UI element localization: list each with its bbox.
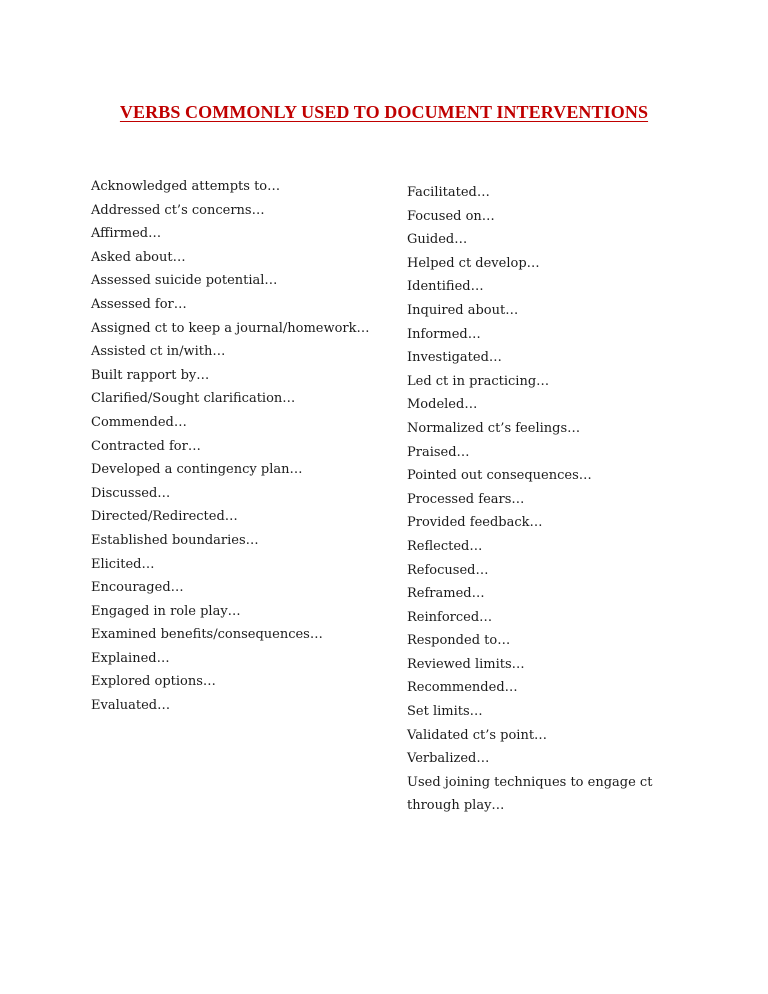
verb-list-item: Contracted for… bbox=[91, 438, 201, 454]
verb-list-item: Assisted ct in/with… bbox=[91, 344, 226, 360]
verb-list-item: Informed… bbox=[407, 326, 481, 342]
verb-list-item: Elicited… bbox=[91, 556, 155, 572]
verb-list-item: Affirmed… bbox=[91, 226, 162, 242]
verb-list-item: Directed/Redirected… bbox=[91, 509, 238, 525]
verb-list-item: Addressed ct’s concerns… bbox=[91, 202, 265, 218]
verb-list-item: Identified… bbox=[407, 279, 484, 295]
verb-list-item: Provided feedback… bbox=[407, 515, 543, 531]
verb-list-item: Refocused… bbox=[407, 562, 489, 578]
verb-list-item: Clarified/Sought clarification… bbox=[91, 391, 296, 407]
verb-list-item: Explored options… bbox=[91, 674, 216, 690]
document-title: VERBS COMMONLY USED TO DOCUMENT INTERVENTIONS bbox=[119, 102, 649, 123]
verb-list-item: Assigned ct to keep a journal/homework… bbox=[91, 320, 370, 336]
verb-list-item: Acknowledged attempts to… bbox=[91, 179, 281, 194]
verb-list-item: Discussed… bbox=[91, 485, 171, 501]
verb-list-item: Modeled… bbox=[407, 397, 478, 413]
verb-list-item: Commended… bbox=[91, 414, 187, 430]
verb-list-item: Pointed out consequences… bbox=[407, 468, 592, 484]
verb-list-item: Set limits… bbox=[407, 704, 483, 720]
right-verb-list bbox=[407, 181, 652, 818]
verb-list-item: Examined benefits/consequences… bbox=[91, 627, 323, 643]
verb-list-item: Established boundaries… bbox=[91, 532, 259, 548]
verb-list-item: through play… bbox=[407, 798, 505, 814]
verb-list-item: Verbalized… bbox=[407, 751, 490, 767]
verb-list-item: Reinforced… bbox=[407, 609, 493, 625]
verb-list-item: Inquired about… bbox=[407, 302, 519, 318]
verb-list-item: Reflected… bbox=[407, 538, 483, 554]
verb-list-item: Praised… bbox=[407, 444, 470, 460]
verb-list-item: Explained… bbox=[91, 650, 170, 666]
left-verb-list bbox=[91, 175, 370, 718]
verb-list-item: Investigated… bbox=[407, 350, 502, 366]
verb-list-item: Guided… bbox=[407, 232, 468, 248]
verb-list-item: Processed fears… bbox=[407, 491, 525, 507]
verb-list-item: Led ct in practicing… bbox=[407, 373, 550, 389]
verb-list-item: Engaged in role play… bbox=[91, 603, 241, 619]
verb-list-item: Reviewed limits… bbox=[407, 656, 525, 672]
verb-list-item: Normalized ct’s feelings… bbox=[407, 420, 581, 436]
verb-list-item: Built rapport by… bbox=[91, 367, 210, 383]
verb-list-item: Facilitated… bbox=[407, 185, 490, 200]
verb-list-item: Validated ct’s point… bbox=[407, 727, 548, 743]
verb-list-item: Evaluated… bbox=[91, 698, 171, 714]
verb-list-item: Focused on… bbox=[407, 208, 495, 224]
verb-list-item: Asked about… bbox=[91, 249, 186, 265]
verb-list-item: Helped ct develop… bbox=[407, 255, 540, 271]
verb-list-item: Responded to… bbox=[407, 633, 511, 649]
verb-list-item: Assessed suicide potential… bbox=[91, 273, 278, 289]
verb-list-item: Used joining techniques to engage ct bbox=[407, 774, 653, 790]
verb-list-item: Developed a contingency plan… bbox=[91, 462, 303, 478]
verb-list-item: Assessed for… bbox=[91, 296, 187, 312]
verb-list-item: Recommended… bbox=[407, 680, 518, 696]
verb-list-item: Reframed… bbox=[407, 586, 485, 602]
verb-list-item: Encouraged… bbox=[91, 580, 184, 596]
